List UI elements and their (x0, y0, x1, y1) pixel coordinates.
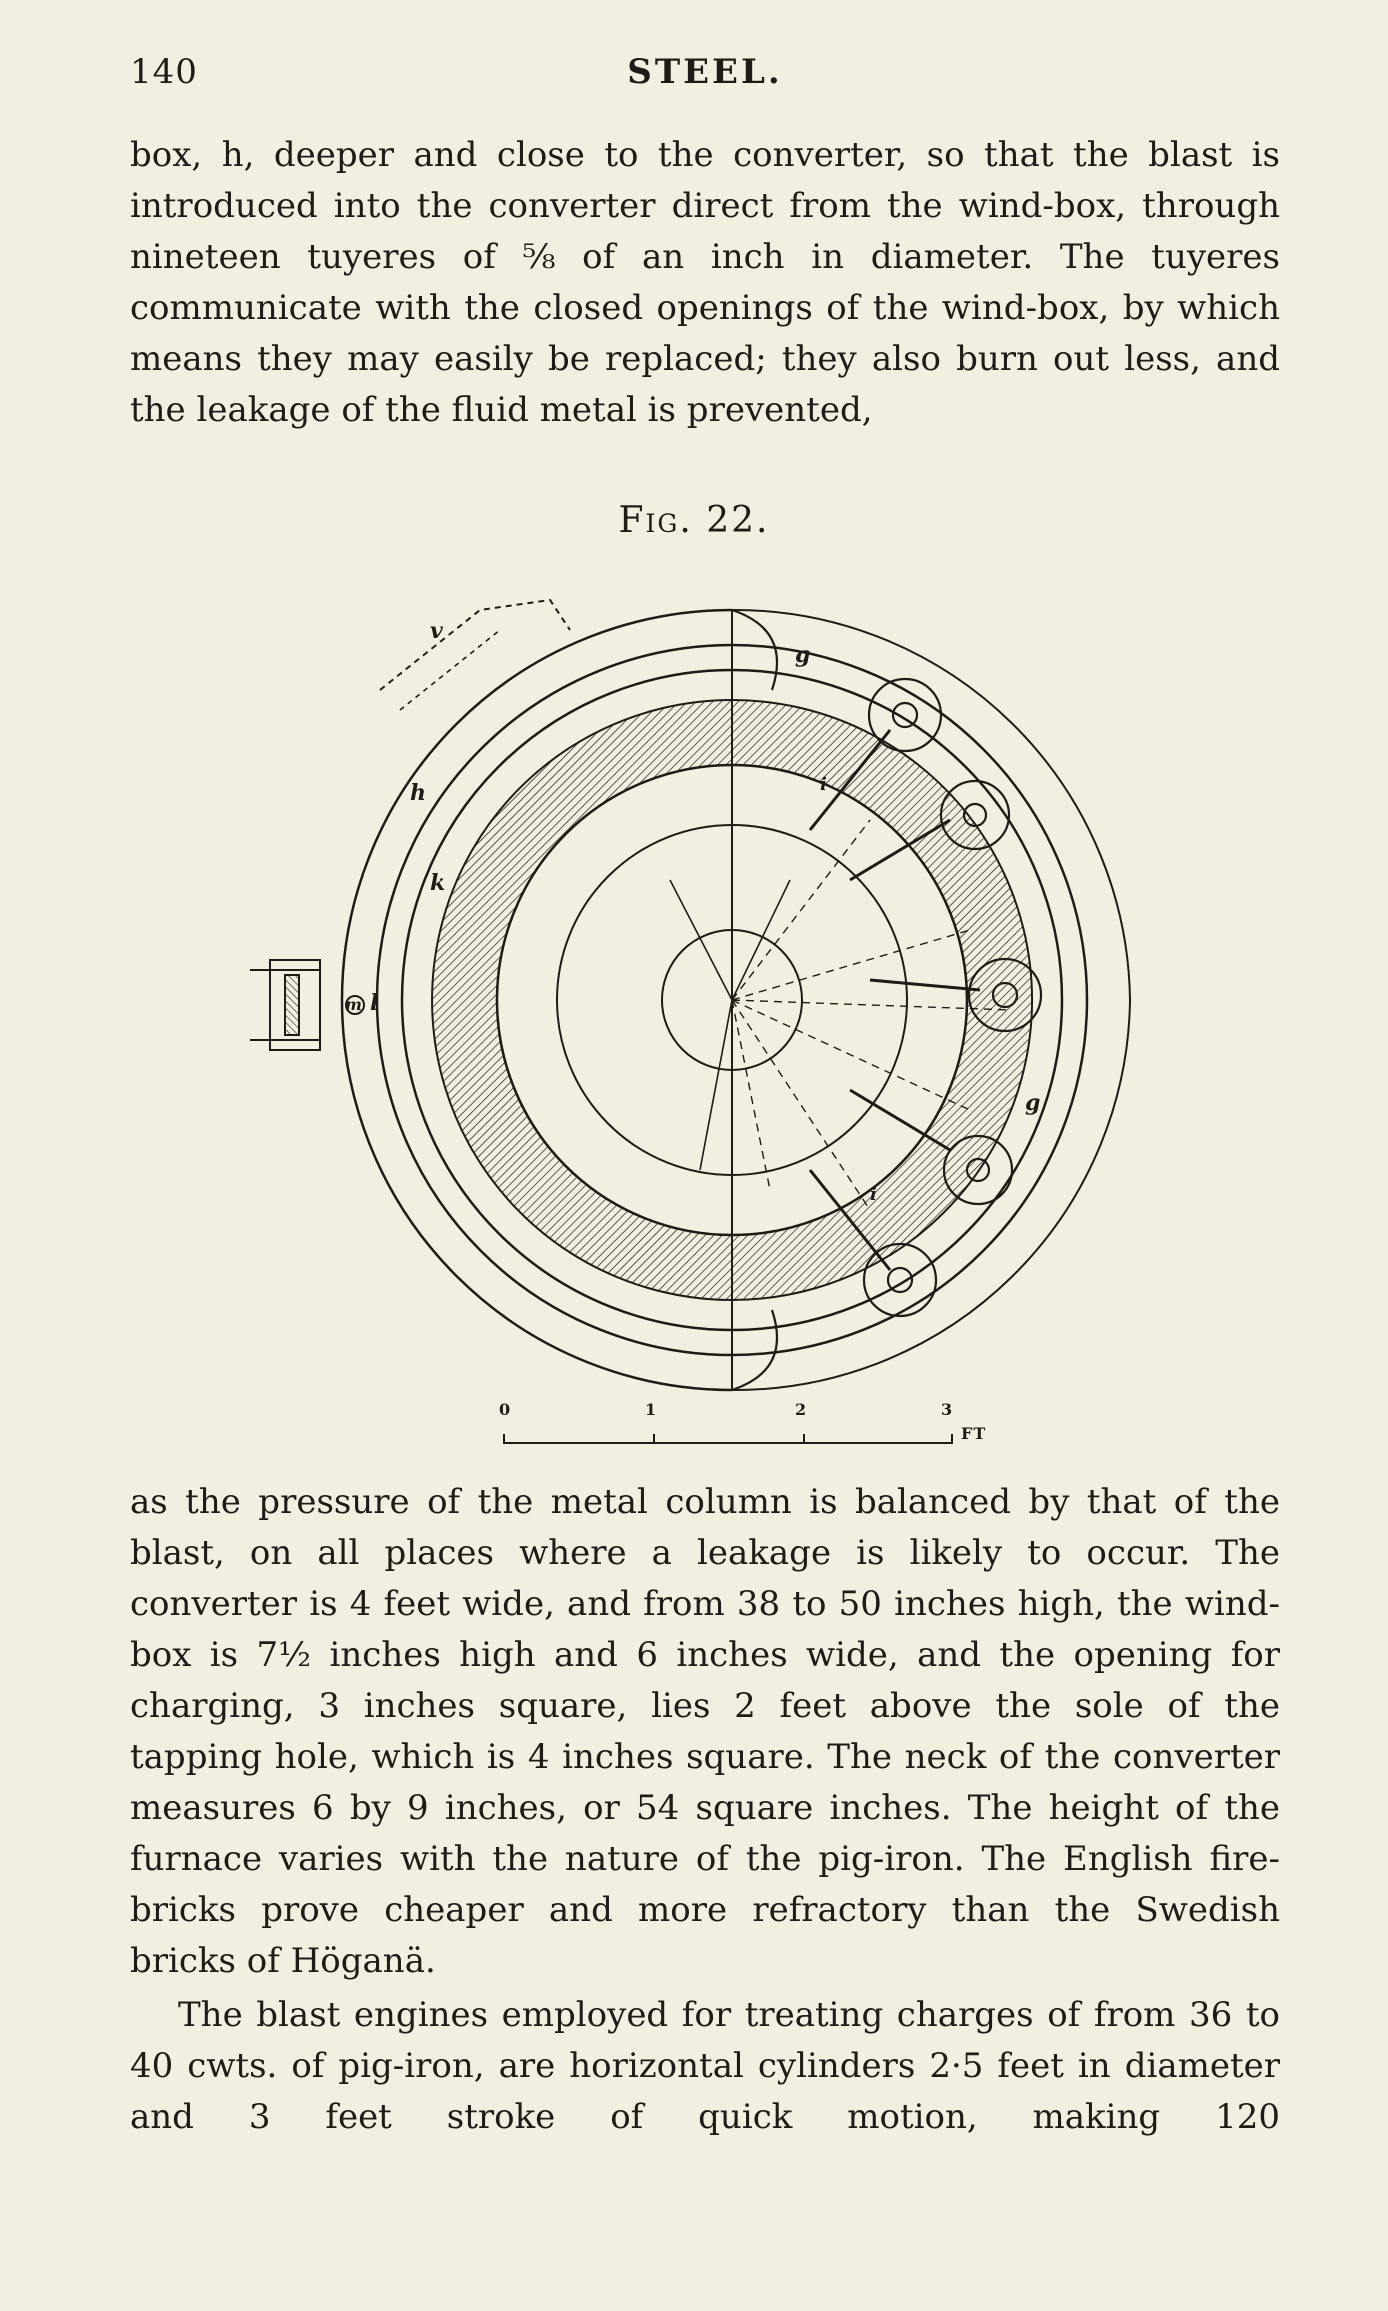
scale-label-2: 2 (795, 1400, 807, 1419)
page-number: 140 (130, 52, 198, 92)
label-v: v (430, 618, 443, 644)
scale-label-3: 3 (941, 1400, 953, 1419)
scale-mark (653, 1434, 655, 1444)
converter-diagram (250, 570, 1170, 1420)
scale-line (503, 1442, 953, 1444)
page-header (130, 52, 1280, 102)
scale-mark (803, 1434, 805, 1444)
scale-mark (951, 1434, 953, 1444)
tuyere-cap-5 (864, 1244, 936, 1316)
label-k: k (430, 870, 446, 896)
converter-neck (380, 600, 570, 690)
scale-label-1: 1 (645, 1400, 657, 1419)
label-l: l (370, 990, 379, 1016)
scale-label-0: 0 (499, 1400, 511, 1419)
label-h: h (410, 780, 426, 806)
paragraph-middle: as the pressure of the metal column is balanced by that of the blast, on all places where a leakage is likely to occur. The converter is 4 feet wide, and from 38 to 50 inches high, the wind-box is 7½ inches high and 6 inches wide, and the opening for charging, 3 inches square, lies 2 feet above the sole of the tapping hole, which is 4 inches square. The neck of the converter measures 6 by 9 inches, or 54 square inches. The height of the furnace varies with the nature of the pig-iron. The English fire-bricks prove cheaper and more refractory than the Swedish bricks of Höganä. (130, 1482, 1280, 1981)
label-m: m (345, 995, 362, 1014)
scale-unit: FT (961, 1424, 987, 1443)
label-g-right: g (1025, 1090, 1041, 1116)
figure-caption: Fig. 22. (618, 500, 770, 541)
label-g-top: g (795, 642, 811, 668)
scale-bar (495, 1400, 1015, 1450)
label-i-lower: i (870, 1184, 877, 1205)
running-title: STEEL. (627, 52, 783, 92)
paragraph-bottom: The blast engines employed for treating charges of from 36 to 40 cwts. of pig-iron, are horizontal cylinders 2·5 feet in diameter and 3 feet stroke of quick motion, making 120 (130, 1995, 1280, 2137)
scale-mark (503, 1434, 505, 1444)
label-i-upper: i (820, 774, 827, 795)
paragraph-top: box, h, deeper and close to the converter, so that the blast is introduced into the converter direct from the wind-box, through nineteen tuyeres of ⅝ of an inch in diameter. The tuyeres communicate with the closed openings of the wind-box, by which means they may easily be replaced; they also burn out less, and the leakage of the fluid metal is prevented, (130, 135, 1280, 430)
